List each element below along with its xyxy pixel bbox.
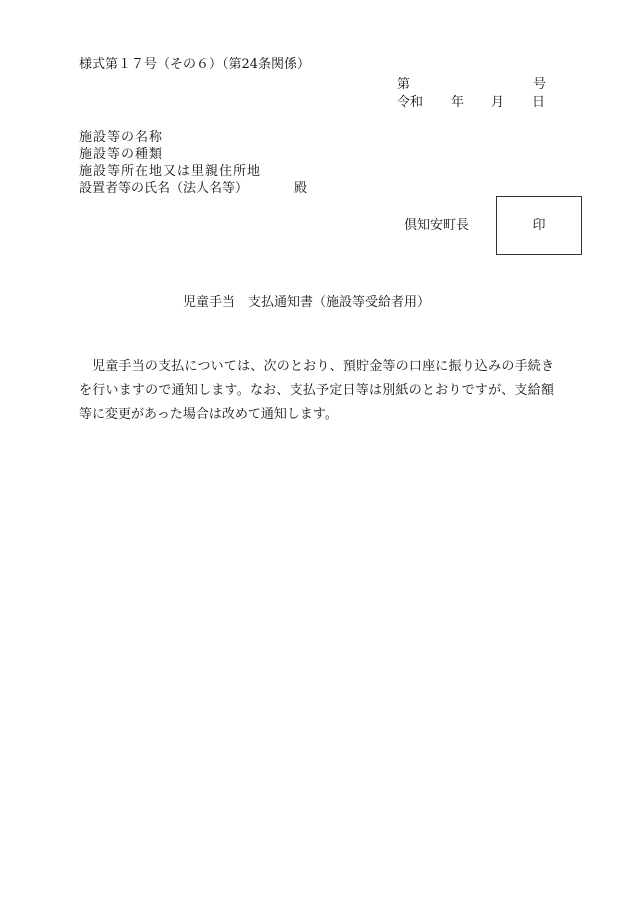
- facility-name-label: 施設等の名称: [79, 130, 164, 145]
- document-number-suffix: 号: [533, 77, 547, 92]
- document-body: 児童手当の支払については、次のとおり、預貯金等の口座に振り込みの手続きを行いますので通知します。なお、支払予定日等は別紙のとおりですが、支給額等に変更があった場合は改めて通知します。: [79, 359, 554, 422]
- seal-label: 印: [532, 218, 546, 233]
- date-year-label: 年: [451, 95, 465, 110]
- honorific: 殿: [294, 181, 308, 196]
- date-month-label: 月: [491, 95, 505, 110]
- document-number-prefix: 第: [397, 77, 411, 92]
- form-number: 様式第１７号（その６）（第24条関係）: [79, 57, 311, 72]
- facility-type-label: 施設等の種類: [79, 147, 164, 162]
- issuer-title: 倶知安町長: [404, 218, 470, 233]
- founder-name-label: 設置者等の氏名（法人名等）: [79, 181, 249, 196]
- date-day-label: 日: [532, 95, 546, 110]
- date-era: 令和: [397, 95, 424, 110]
- facility-address-label: 施設等所在地又は里親住所地: [79, 164, 262, 179]
- document-title: 児童手当 支払通知書（施設等受給者用）: [183, 295, 431, 310]
- seal-box: [496, 196, 582, 255]
